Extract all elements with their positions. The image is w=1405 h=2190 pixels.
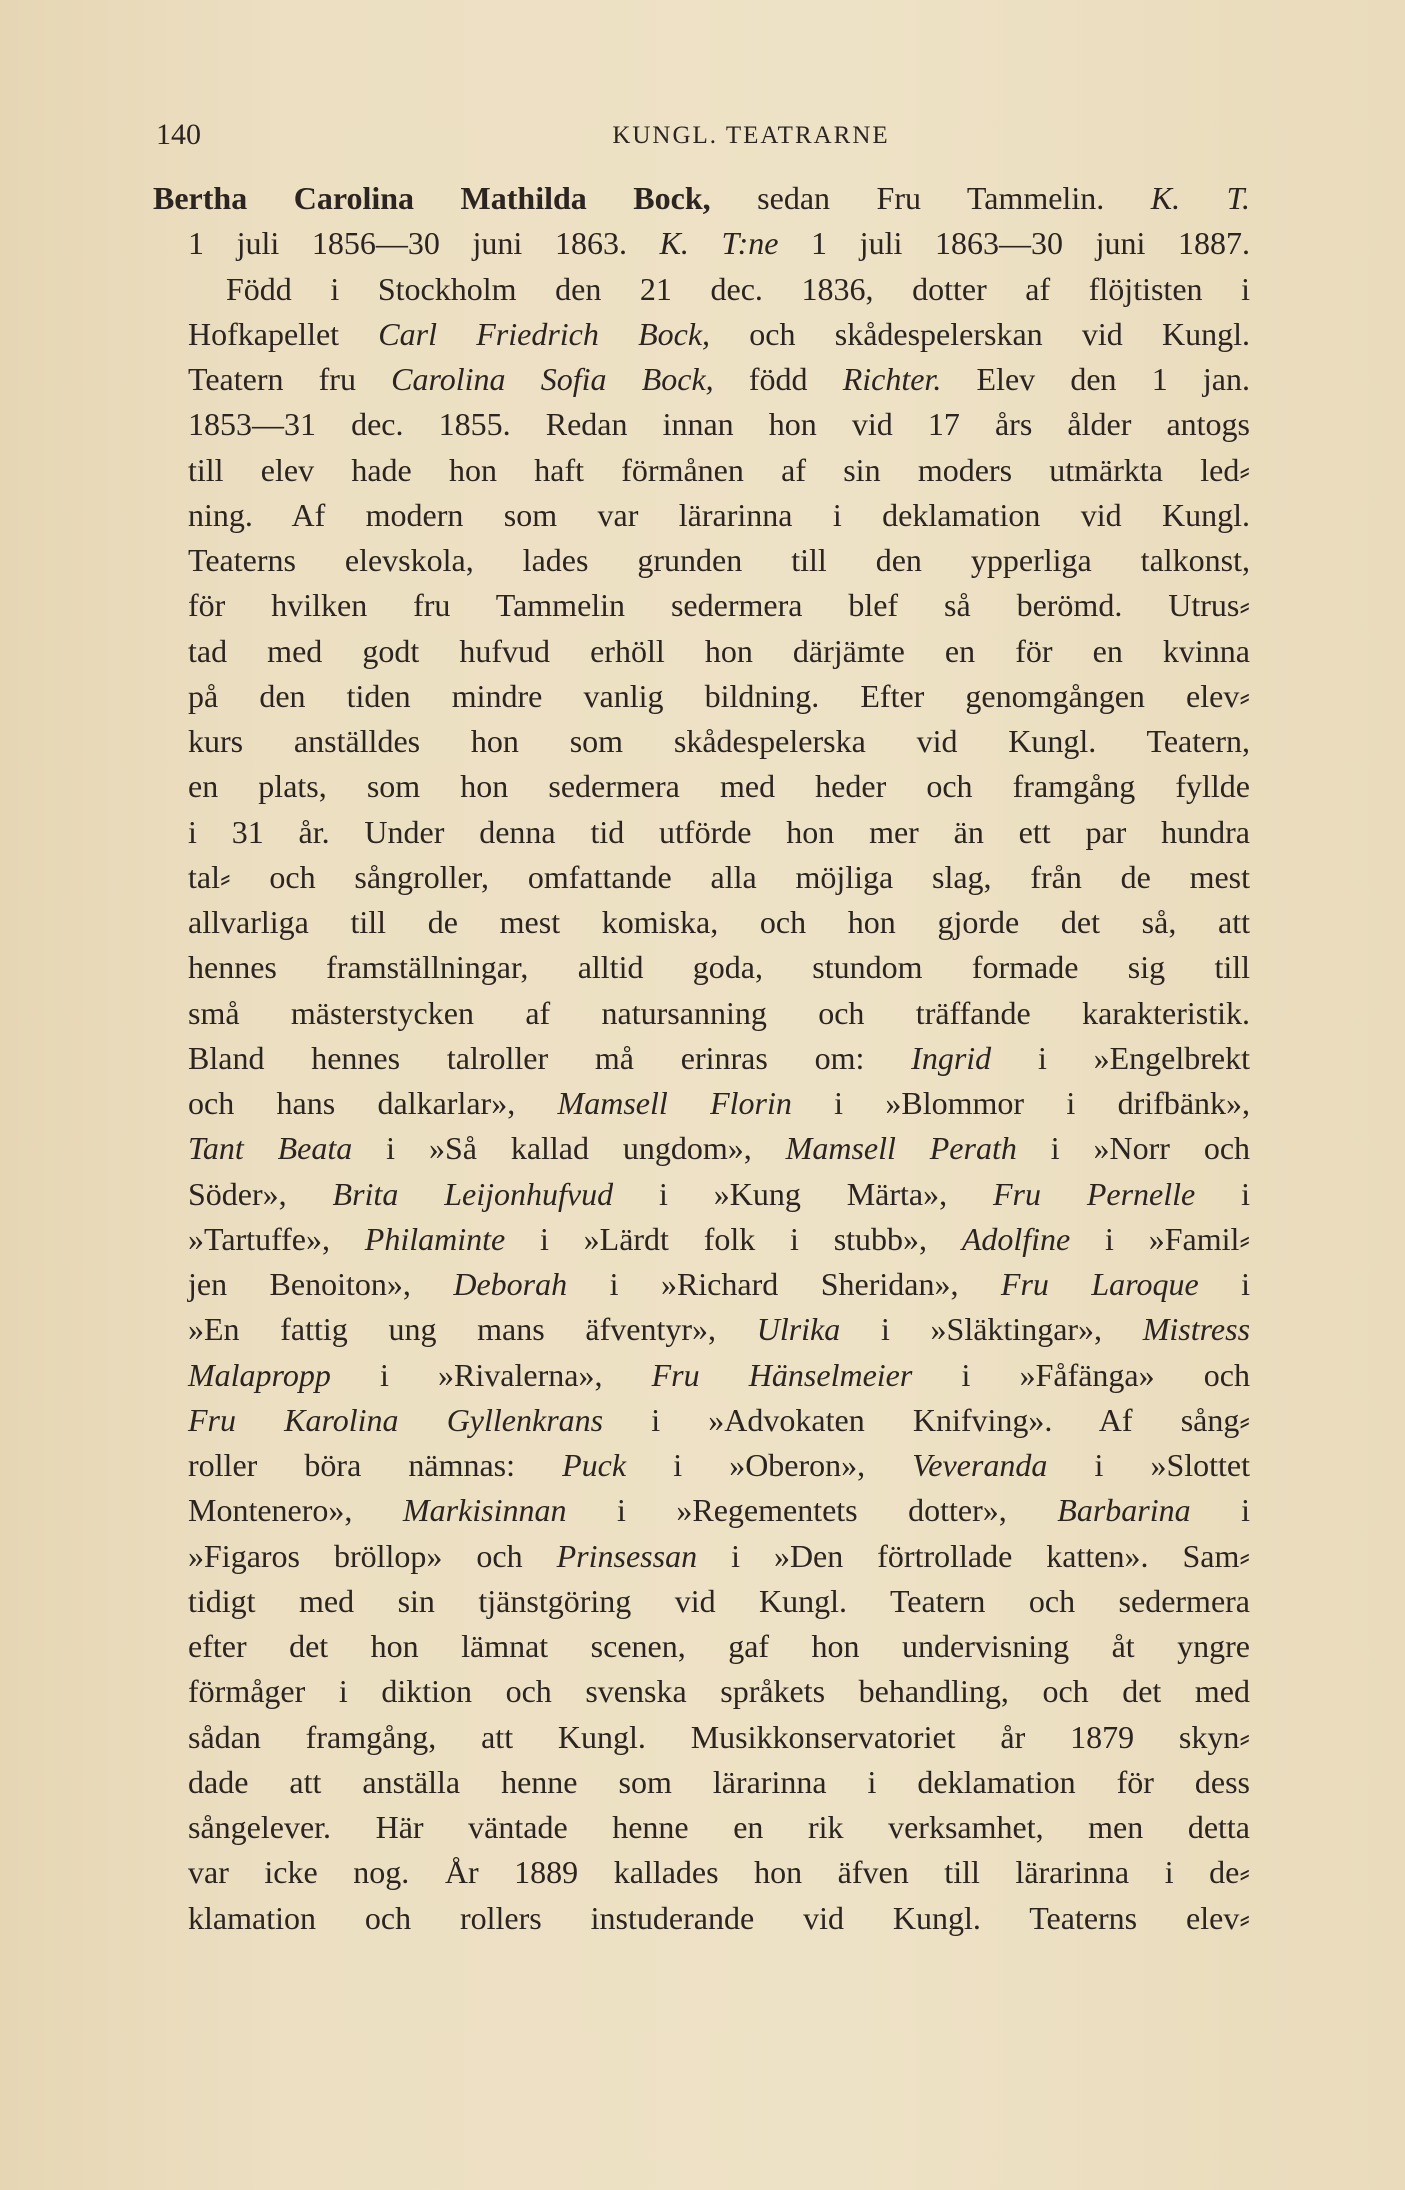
italic-text: Prinsessan (556, 1537, 698, 1574)
italic-text: Fru Laroque (1000, 1266, 1199, 1302)
text-segment: i »Slottet (1047, 1447, 1250, 1483)
text-line (188, 991, 1250, 1036)
italic-text: Puck (562, 1447, 627, 1483)
text-line (188, 855, 1250, 900)
text-segment: »Tartuffe», (188, 1220, 365, 1257)
text-segment: ning. Af modern som var lärarinna i deklamation vid Kungl. (188, 496, 1250, 533)
italic-text: Philaminte (364, 1220, 506, 1257)
text-segment: och skådespelerskan vid Kungl. (710, 315, 1251, 352)
italic-text: Ingrid (911, 1039, 992, 1076)
text-line (188, 1715, 1250, 1760)
italic-text: Mamsell Florin (557, 1085, 792, 1121)
page-number: 140 (156, 118, 201, 151)
text-segment: i »Oberon», (626, 1447, 913, 1483)
text-line (188, 1669, 1250, 1714)
italic-text: Carolina Sofia Bock, (391, 361, 714, 397)
text-segment: i »Advokaten Knifving». Af sång⸗ (603, 1401, 1251, 1438)
text-line (188, 1126, 1250, 1171)
text-segment: tidigt med sin tjänstgöring vid Kungl. Teatern och sedermera (188, 1582, 1250, 1619)
text-line (188, 1353, 1250, 1398)
text-line (188, 1036, 1250, 1081)
text-segment: »Figaros bröllop» och (188, 1537, 557, 1574)
text-line (188, 674, 1250, 719)
text-segment: i »Famil⸗ (1070, 1220, 1251, 1257)
text-segment: Bland hennes talroller må erinras om: (188, 1039, 912, 1076)
text-line (188, 1579, 1250, 1624)
text-line (188, 583, 1250, 628)
text-segment: tad med godt hufvud erhöll hon därjämte en för en kvinna (188, 632, 1250, 669)
text-segment: på den tiden mindre vanlig bildning. Efter genomgången elev⸗ (188, 677, 1250, 714)
body-text (153, 176, 1251, 1941)
page-header (156, 118, 1276, 154)
text-line (188, 402, 1250, 447)
text-segment: född (713, 361, 843, 397)
text-segment: en plats, som hon sedermera med heder och framgång fyllde (188, 768, 1250, 805)
italic-text: Fru Karolina Gyllenkrans (188, 1401, 604, 1438)
text-line (188, 448, 1250, 493)
text-segment: 1 juli 1856—30 juni 1863. (188, 225, 660, 262)
text-segment: i 31 år. Under denna tid utförde hon mer än ett par hundra (188, 813, 1250, 850)
text-segment: sedan Fru Tammelin. (710, 180, 1151, 216)
italic-text: Tant Beata (188, 1130, 353, 1167)
italic-text: Fru Pernelle (992, 1175, 1196, 1212)
text-segment: i »Richard Sheridan», (567, 1266, 1001, 1302)
italic-text: Veveranda (912, 1447, 1048, 1483)
text-segment: i »Norr och (1016, 1130, 1251, 1167)
text-line (188, 1443, 1250, 1488)
text-segment: i (1195, 1175, 1250, 1212)
italic-text: Ulrika (756, 1311, 841, 1348)
text-line (153, 176, 1250, 221)
italic-text: Deborah (453, 1266, 568, 1302)
italic-text: Brita Leijonhufvud (332, 1175, 614, 1212)
text-line (188, 1398, 1250, 1443)
text-segment: i »Så kallad ungdom», (352, 1130, 786, 1167)
text-segment: i »Regementets dotter», (566, 1492, 1058, 1529)
text-segment: var icke nog. År 1889 kallades hon äfven till lärarinna i de⸗ (188, 1854, 1250, 1891)
text-segment: i »Släktingar», (840, 1311, 1143, 1348)
text-segment: och hans dalkarlar», (188, 1085, 558, 1121)
text-segment: kurs anställdes hon som skådespelerska vid Kungl. Teatern, (188, 723, 1250, 759)
text-line (188, 1172, 1250, 1217)
text-line (188, 719, 1250, 764)
text-segment: dade att anställa henne som lärarinna i deklamation för dess (188, 1763, 1250, 1800)
text-segment: Elev den 1 jan. (941, 361, 1251, 397)
italic-text: Adolfine (961, 1220, 1071, 1257)
text-segment: i »Engelbrekt (991, 1039, 1251, 1076)
text-line (188, 1081, 1250, 1126)
text-segment: Montenero», (188, 1492, 403, 1529)
italic-text: Fru Hänselmeier (651, 1356, 913, 1393)
italic-text: K. T. (1150, 180, 1250, 216)
italic-text: Carl Friedrich Bock, (378, 315, 711, 352)
text-line (188, 1217, 1250, 1262)
italic-text: Malapropp (188, 1356, 331, 1393)
text-segment: sångelever. Här väntade henne en rik verksamhet, men detta (188, 1809, 1250, 1845)
text-line (188, 1624, 1250, 1669)
text-line (188, 945, 1250, 990)
text-segment: små mästerstycken af natursanning och träffande karakteristik. (188, 994, 1250, 1031)
text-segment: Född i Stockholm den 21 dec. 1836, dotter af flöjtisten i (226, 270, 1250, 307)
text-line (188, 1488, 1250, 1533)
text-segment: allvarliga till de mest komiska, och hon gjorde det så, att (188, 904, 1250, 940)
text-segment: Söder», (188, 1175, 333, 1212)
text-segment: jen Benoiton», (188, 1266, 454, 1302)
text-segment: i (1198, 1266, 1251, 1302)
text-segment: i »Rivalerna», (330, 1356, 652, 1393)
text-line (188, 764, 1250, 809)
text-segment: roller böra nämnas: (188, 1447, 563, 1483)
text-segment: i »Blommor i drifbänk», (791, 1085, 1251, 1121)
text-segment: klamation och rollers instuderande vid Kungl. Teaterns elev⸗ (188, 1899, 1250, 1936)
text-segment: Teaterns elevskola, lades grunden till den ypperliga talkonst, (188, 542, 1250, 578)
text-line (188, 1850, 1250, 1895)
text-segment: i »Den förtrollade katten». Sam⸗ (697, 1537, 1251, 1574)
italic-text: K. T:ne (659, 225, 779, 262)
text-line (188, 1896, 1250, 1941)
text-segment: »En fattig ung mans äfventyr», (188, 1311, 757, 1348)
text-segment: 1853—31 dec. 1855. Redan innan hon vid 17 års ålder antogs (188, 406, 1250, 443)
text-line (188, 1262, 1250, 1307)
text-segment: 1 juli 1863—30 juni 1887. (778, 225, 1251, 262)
italic-text: Barbarina (1057, 1492, 1191, 1529)
text-line (188, 900, 1250, 945)
text-segment: i »Lärdt folk i stubb», (505, 1220, 962, 1257)
text-segment: för hvilken fru Tammelin sedermera blef så berömd. Utrus⸗ (188, 587, 1250, 624)
text-line (188, 493, 1250, 538)
text-line (188, 221, 1250, 266)
text-segment: i »Kung Märta», (613, 1175, 993, 1212)
text-line (188, 312, 1250, 357)
italic-text: Richter. (842, 361, 942, 397)
text-line (188, 1760, 1250, 1805)
bold-name: Bertha Carolina Mathilda Bock, (153, 180, 711, 216)
text-line (188, 357, 1250, 402)
text-segment: Teatern fru (188, 361, 392, 397)
text-line (188, 267, 1250, 312)
italic-text: Markisinnan (402, 1492, 567, 1529)
text-segment: förmåger i diktion och svenska språkets behandling, och det med (188, 1673, 1250, 1710)
text-segment: hennes framställningar, alltid goda, stundom formade sig till (188, 949, 1250, 986)
text-segment: i »Fåfänga» och (912, 1356, 1251, 1393)
italic-text: Mistress (1142, 1311, 1251, 1348)
text-line (188, 810, 1250, 855)
text-segment: Hofkapellet (188, 315, 379, 352)
text-line (188, 629, 1250, 674)
italic-text: Mamsell Perath (785, 1130, 1017, 1167)
text-segment: tal⸗ och sångroller, omfattande alla möjliga slag, från de mest (188, 858, 1250, 895)
text-line (188, 1534, 1250, 1579)
running-head: KUNGL. TEATRARNE (612, 122, 890, 149)
text-segment: sådan framgång, att Kungl. Musikkonservatoriet år 1879 skyn⸗ (188, 1718, 1250, 1755)
text-line (188, 1805, 1250, 1850)
text-line (188, 538, 1250, 583)
text-segment: i (1190, 1492, 1250, 1529)
text-line (188, 1307, 1250, 1352)
text-segment: efter det hon lämnat scenen, gaf hon undervisning åt yngre (188, 1628, 1250, 1664)
text-segment: till elev hade hon haft förmånen af sin moders utmärkta led⸗ (188, 451, 1250, 488)
